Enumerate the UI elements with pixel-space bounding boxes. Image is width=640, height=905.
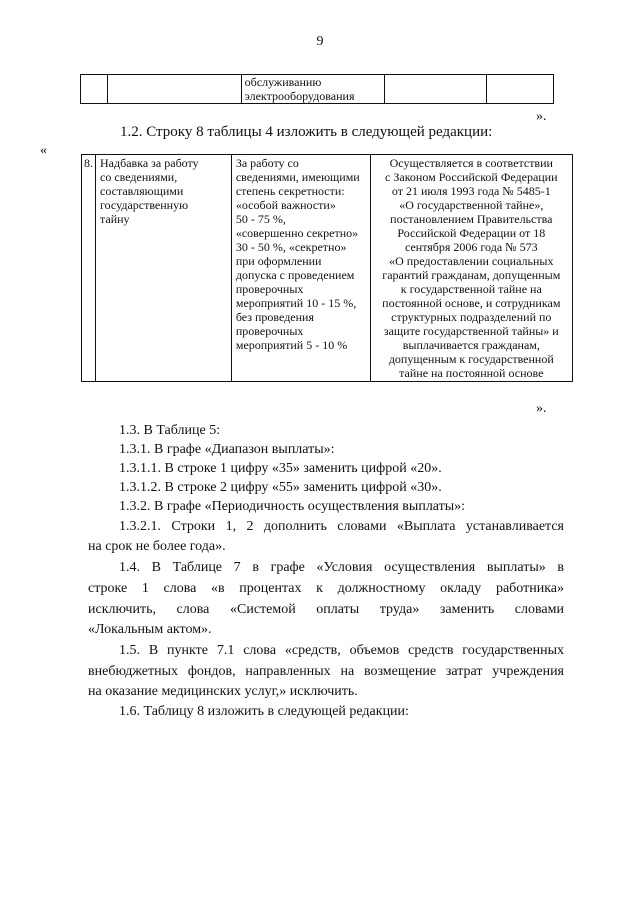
table-cell [241,75,385,104]
paragraph-line: исключить, слова «Системой оплаты труда» заменить словами [88,602,564,617]
cell-line: «О предоставлении социальных [389,254,554,268]
cell-line: от 21 июля 1993 года № 5485-1 [391,184,551,198]
cell-line: выплачивается гражданам, [402,338,540,352]
cell-line: За работу со [235,156,299,170]
col1-cell [96,155,232,382]
cell-line: Надбавка за работу [100,156,199,170]
top-table-continuation [80,74,554,104]
cell-text: обслуживанию [244,75,322,89]
table-row [82,155,573,382]
paragraph-line: строке 1 слова «в процентах к должностному окладу работника» [88,581,564,596]
cell-line: «особой важности» [235,198,336,212]
cell-line: мероприятий 10 - 15 %, [235,296,357,310]
cell-line: без проведения [235,310,314,324]
col2-cell [231,155,370,382]
opening-quote: « [40,143,47,158]
cell-line: при оформлении [235,254,322,268]
paragraph: 1.3. В Таблице 5: [119,423,221,438]
cell-line: структурных подразделений по [391,310,552,324]
paragraph-line: 1.5. В пункте 7.1 слова «средств, объемов средств государственных [119,643,564,658]
paragraph: 1.3.2. В графе «Периодичность осуществления выплаты»: [119,499,466,514]
paragraph-line: 1.4. В Таблице 7 в графе «Условия осуществления выплаты» в [119,560,564,575]
cell-line: постановлением Правительства [390,212,553,226]
cell-line: 50 - 75 %, [235,212,286,226]
paragraph: 1.6. Таблицу 8 изложить в следующей редакции: [119,704,409,719]
closing-quote: ». [536,401,547,416]
table-4-row-8 [81,154,573,382]
cell-line: государственную [100,198,189,212]
cell-line: с Законом Российской Федерации [385,170,558,184]
cell-line: степень секретности: [235,184,345,198]
cell-line: «совершенно секретно» [235,226,359,240]
cell-line: Осуществляется в соответствии [389,156,553,170]
cell-line: проверочных [235,282,304,296]
paragraph: 1.3.1.2. В строке 2 цифру «55» заменить цифрой «30». [119,480,442,495]
cell-line: 30 - 50 %, «секретно» [235,240,347,254]
row-number: 8. [84,156,93,170]
item-1-2: 1.2. Строку 8 таблицы 4 изложить в следующей редакции: [120,124,493,140]
paragraph-line: на срок не более года». [88,539,226,554]
cell-line: со сведениями, [100,170,178,184]
cell-line: допуска с проведением [235,268,355,282]
cell-line: тайне на постоянной основе [399,366,544,380]
cell-line: допущенным к государственной [388,352,554,366]
cell-line: «О государственной тайне», [399,198,544,212]
page-number: 9 [316,34,324,49]
cell-line: составляющими [100,184,184,198]
table-cell [108,75,242,104]
row-number-cell [82,155,96,382]
paragraph-line: внебюджетных фондов, направленных на возмещение затрат учреждения [88,664,564,679]
paragraph: 1.3.1.1. В строке 1 цифру «35» заменить цифрой «20». [119,461,442,476]
paragraph-line: «Локальным актом». [88,622,212,637]
table-cell [81,75,108,104]
col3-cell [370,155,572,382]
cell-line: постоянной основе, и сотрудникам [382,296,561,310]
cell-line: к государственной тайне на [400,282,542,296]
paragraph-line: 1.3.2.1. Строки 1, 2 дополнить словами «Выплата устанавливается [119,519,564,534]
cell-line: мероприятий 5 - 10 % [235,338,348,352]
paragraph: 1.3.1. В графе «Диапазон выплаты»: [119,442,335,457]
table-cell [486,75,553,104]
closing-quote: ». [536,109,547,124]
cell-line: проверочных [235,324,304,338]
cell-line: Российской Федерации от 18 [397,226,546,240]
table-cell [385,75,486,104]
cell-line: тайну [100,212,130,226]
cell-line: сведениями, имеющими [235,170,360,184]
cell-line: защите государственной тайны» и [383,324,559,338]
cell-line: сентября 2006 года № 573 [404,240,538,254]
cell-text: электрооборудования [244,89,355,103]
cell-line: гарантий гражданам, допущенным [382,268,561,282]
paragraph-line: на оказание медицинских услуг,» исключить. [88,684,358,699]
